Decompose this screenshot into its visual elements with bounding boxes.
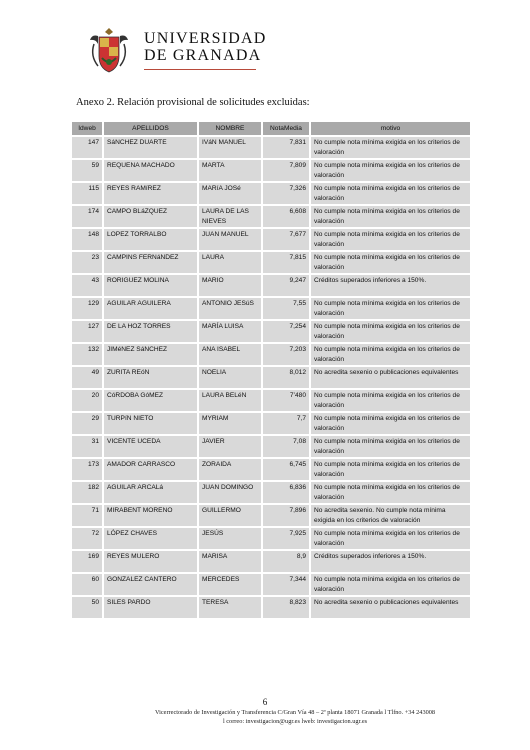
table-row: [72, 275, 470, 296]
cell-apellidos: LOPEZ TORRALBO: [104, 229, 197, 250]
cell-nombre: TERESA: [199, 597, 261, 618]
cell-nombre: MYRIAM: [199, 413, 261, 434]
cell-apellidos: SáNCHEZ DUARTE: [104, 137, 197, 158]
column-header-notamedia: NotaMedia: [263, 122, 309, 135]
table-row: [72, 183, 470, 204]
cell-motivo: No acredita sexenio o publicaciones equivalentes: [311, 597, 470, 618]
cell-idweb: 23: [72, 252, 102, 273]
cell-nota-media: 7,925: [263, 528, 309, 549]
cell-idweb: 50: [72, 597, 102, 618]
cell-apellidos: CóRDOBA GóMEZ: [104, 390, 197, 411]
page-number: 6: [262, 697, 268, 707]
cell-apellidos: AMADOR CARRASCO: [104, 459, 197, 480]
cell-nota-media: 7,7: [263, 413, 309, 434]
cell-nota-media: 7,815: [263, 252, 309, 273]
cell-nombre: LAURA: [199, 252, 261, 273]
cell-apellidos: AGUILAR ARCALá: [104, 482, 197, 503]
university-logo: [86, 26, 267, 78]
cell-apellidos: SILES PARDO: [104, 597, 197, 618]
cell-idweb: 43: [72, 275, 102, 296]
cell-motivo: No cumple nota mínima exigida en los criterios de valoración: [311, 229, 470, 250]
cell-nombre: MARíA JOSé: [199, 183, 261, 204]
cell-apellidos: RORIGUEZ MOLINA: [104, 275, 197, 296]
cell-motivo: No cumple nota mínima exigida en los criterios de valoración: [311, 137, 470, 158]
cell-idweb: 72: [72, 528, 102, 549]
annex-heading: Anexo 2. Relación provisional de solicitudes excluidas:: [76, 97, 310, 108]
cell-nota-media: 8,9: [263, 551, 309, 572]
cell-apellidos: REQUENA MACHADO: [104, 160, 197, 181]
cell-nota-media: 6,745: [263, 459, 309, 480]
cell-motivo: No cumple nota mínima exigida en los criterios de valoración: [311, 298, 470, 319]
cell-nombre: MERCEDES: [199, 574, 261, 595]
table-row: [72, 413, 470, 434]
cell-apellidos: TURPíN NIETO: [104, 413, 197, 434]
cell-nota-media: 7,344: [263, 574, 309, 595]
cell-motivo: No acredita sexenio. No cumple nota mínima exigida en los criterios de valoración: [311, 505, 470, 526]
cell-motivo: No cumple nota mínima exigida en los criterios de valoración: [311, 183, 470, 204]
table-row: [72, 528, 470, 549]
cell-motivo: No cumple nota mínima exigida en los criterios de valoración: [311, 252, 470, 273]
table-row: [72, 390, 470, 411]
cell-nombre: MARISA: [199, 551, 261, 572]
cell-nota-media: 6,836: [263, 482, 309, 503]
cell-nota-media: 7,08: [263, 436, 309, 457]
cell-nota-media: 8,012: [263, 367, 309, 388]
cell-apellidos: LÓPEZ CHAVES: [104, 528, 197, 549]
table-row: [72, 160, 470, 181]
cell-idweb: 148: [72, 229, 102, 250]
table-row: [72, 459, 470, 480]
cell-nota-media: 8,823: [263, 597, 309, 618]
cell-nombre: LAURA BELéN: [199, 390, 261, 411]
cell-nombre: LAURA DE LAS NIEVES: [199, 206, 261, 227]
cell-motivo: No cumple nota mínima exigida en los criterios de valoración: [311, 344, 470, 365]
cell-apellidos: REYES MULERO: [104, 551, 197, 572]
cell-nota-media: 7,809: [263, 160, 309, 181]
coat-of-arms-icon: [86, 26, 132, 76]
cell-nota-media: 7,896: [263, 505, 309, 526]
table-row: [72, 321, 470, 342]
cell-nombre: MARIO: [199, 275, 261, 296]
cell-apellidos: DE LA HOZ TORRES: [104, 321, 197, 342]
cell-idweb: 127: [72, 321, 102, 342]
cell-motivo: No cumple nota mínima exigida en los criterios de valoración: [311, 574, 470, 595]
table-row: [72, 367, 470, 388]
cell-apellidos: ZURITA REóN: [104, 367, 197, 388]
footer-contact: l correo: investigacion@ugr.es lweb: investigacion.ugr.es: [222, 718, 368, 725]
table-row: [72, 252, 470, 273]
cell-idweb: 49: [72, 367, 102, 388]
cell-motivo: Créditos superados inferiores a 150%.: [311, 275, 470, 296]
table-row: [72, 597, 470, 618]
column-header-apellidos: APELLIDOS: [104, 122, 197, 135]
cell-idweb: 129: [72, 298, 102, 319]
cell-nota-media: 7’480: [263, 390, 309, 411]
cell-nota-media: 7,831: [263, 137, 309, 158]
cell-apellidos: MIRABENT MORENO: [104, 505, 197, 526]
cell-motivo: Créditos superados inferiores a 150%.: [311, 551, 470, 572]
cell-idweb: 173: [72, 459, 102, 480]
table-row: [72, 137, 470, 158]
cell-nombre: JAVIER: [199, 436, 261, 457]
cell-idweb: 29: [72, 413, 102, 434]
cell-idweb: 60: [72, 574, 102, 595]
cell-idweb: 115: [72, 183, 102, 204]
cell-motivo: No cumple nota mínima exigida en los criterios de valoración: [311, 390, 470, 411]
cell-nombre: ZORAIDA: [199, 459, 261, 480]
logo-divider: [144, 69, 256, 70]
column-header-idweb: Idweb: [72, 122, 102, 135]
cell-motivo: No cumple nota mínima exigida en los criterios de valoración: [311, 160, 470, 181]
cell-idweb: 174: [72, 206, 102, 227]
table-row: [72, 436, 470, 457]
cell-apellidos: CAMPINS FERNáNDEZ: [104, 252, 197, 273]
cell-nombre: MARTA: [199, 160, 261, 181]
table-row: [72, 229, 470, 250]
cell-nombre: GUILLERMO: [199, 505, 261, 526]
table-row: [72, 574, 470, 595]
cell-idweb: 147: [72, 137, 102, 158]
cell-nota-media: 7,203: [263, 344, 309, 365]
cell-nombre: JUAN MANUEL: [199, 229, 261, 250]
table-row: [72, 482, 470, 503]
cell-apellidos: VICENTE UCEDA: [104, 436, 197, 457]
cell-nota-media: 7,55: [263, 298, 309, 319]
cell-nota-media: 7,254: [263, 321, 309, 342]
cell-idweb: 182: [72, 482, 102, 503]
excluded-applications-table: [70, 120, 472, 620]
cell-nombre: ANA ISABEL: [199, 344, 261, 365]
cell-nombre: MARÍA LUISA: [199, 321, 261, 342]
table-row: [72, 551, 470, 572]
cell-motivo: No cumple nota mínima exigida en los criterios de valoración: [311, 459, 470, 480]
cell-idweb: 132: [72, 344, 102, 365]
cell-idweb: 59: [72, 160, 102, 181]
cell-nombre: NOELIA: [199, 367, 261, 388]
column-header-nombre: NOMBRE: [199, 122, 261, 135]
cell-apellidos: JIMéNEZ SáNCHEZ: [104, 344, 197, 365]
cell-apellidos: GONZALEZ CANTERO: [104, 574, 197, 595]
cell-apellidos: CAMPO BLáZQUEZ: [104, 206, 197, 227]
cell-nota-media: 7,326: [263, 183, 309, 204]
cell-motivo: No cumple nota mínima exigida en los criterios de valoración: [311, 482, 470, 503]
table-row: [72, 206, 470, 227]
column-header-motivo: motivo: [311, 122, 470, 135]
cell-nota-media: 7,677: [263, 229, 309, 250]
university-name: UNIVERSIDAD DE GRANADA: [144, 30, 267, 64]
cell-nombre: JESÚS: [199, 528, 261, 549]
cell-apellidos: REYES RAMíREZ: [104, 183, 197, 204]
cell-motivo: No cumple nota mínima exigida en los criterios de valoración: [311, 413, 470, 434]
cell-motivo: No cumple nota mínima exigida en los criterios de valoración: [311, 321, 470, 342]
table-row: [72, 298, 470, 319]
cell-motivo: No cumple nota mínima exigida en los criterios de valoración: [311, 436, 470, 457]
cell-apellidos: AGUILAR AGUILERA: [104, 298, 197, 319]
cell-nombre: ANTONIO JESúS: [199, 298, 261, 319]
cell-idweb: 169: [72, 551, 102, 572]
cell-nombre: JUAN DOMINGO: [199, 482, 261, 503]
cell-nombre: IVáN MANUEL: [199, 137, 261, 158]
cell-idweb: 71: [72, 505, 102, 526]
table-header-row: [72, 122, 470, 135]
cell-nota-media: 9,247: [263, 275, 309, 296]
cell-motivo: No cumple nota mínima exigida en los criterios de valoración: [311, 528, 470, 549]
cell-motivo: No cumple nota mínima exigida en los criterios de valoración: [311, 206, 470, 227]
table-row: [72, 344, 470, 365]
cell-nota-media: 6,608: [263, 206, 309, 227]
table-row: [72, 505, 470, 526]
cell-idweb: 31: [72, 436, 102, 457]
cell-idweb: 20: [72, 390, 102, 411]
cell-motivo: No acredita sexenio o publicaciones equivalentes: [311, 367, 470, 388]
footer-address: Vicerrectorado de Investigación y Transferencia C/Gran Vía 48 – 2ª planta 18071 Granada l Tlfno. +34 243008: [154, 709, 436, 716]
